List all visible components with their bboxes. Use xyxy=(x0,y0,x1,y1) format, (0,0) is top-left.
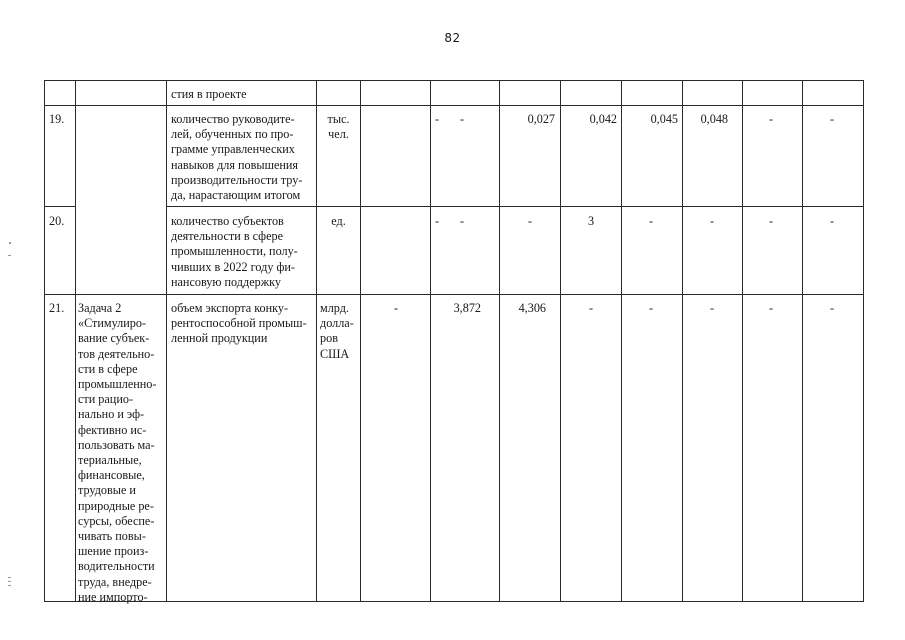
value-cell: 0,048 xyxy=(700,112,728,126)
column-divider xyxy=(44,80,45,602)
continuation-text: стия в проекте xyxy=(171,87,247,101)
page-number: 82 xyxy=(444,31,461,45)
scan-mark xyxy=(8,585,11,586)
value-cell: - xyxy=(393,301,399,315)
scan-mark xyxy=(8,255,11,256)
value-cell: - xyxy=(768,112,774,126)
task-description: Задача 2 «Стимулиро- вание субъек- тов деятельно- сти в сфере промышленно- сти рацио- нально и эф- фективно ис- пользовать ма- териальные, финансовые, трудовые и природные ре- сурсы, обеспе- чивать повы- шение произ- водительности труда, внедре- ние импорто- xyxy=(78,301,157,604)
column-divider xyxy=(166,80,167,602)
unit-of-measure: тыс. чел. xyxy=(327,112,350,142)
row-number: 20. xyxy=(49,214,65,228)
value-cell: - xyxy=(434,214,440,228)
column-divider xyxy=(863,80,864,602)
indicator-name: количество руководите- лей, обученных по про- грамме управленческих навыков для повышения производительности тру- да, нарастающим итогом xyxy=(171,112,303,203)
column-divider xyxy=(499,80,500,602)
value-cell: 0,045 xyxy=(650,112,678,126)
value-cell: - xyxy=(768,301,774,315)
indicators-table xyxy=(44,80,864,602)
value-cell: - xyxy=(829,301,835,315)
column-divider xyxy=(75,80,76,602)
column-divider xyxy=(560,80,561,602)
unit-of-measure: млрд. долла- ров США xyxy=(320,301,354,361)
value-cell: - xyxy=(527,214,533,228)
indicator-name: количество субъектов деятельности в сфере промышленности, полу- чивших в 2022 году фи- нансовую поддержку xyxy=(171,214,298,289)
value-cell: - xyxy=(829,112,835,126)
unit-of-measure: ед. xyxy=(331,214,346,228)
value-cell: - xyxy=(434,112,440,126)
scan-mark xyxy=(8,577,11,578)
row-divider xyxy=(166,206,864,207)
value-cell: - xyxy=(588,301,594,315)
row-divider xyxy=(75,105,864,106)
table-border-bottom xyxy=(44,601,864,602)
value-cell: - xyxy=(768,214,774,228)
column-divider xyxy=(430,80,431,602)
row-divider xyxy=(44,206,75,207)
value-cell: - xyxy=(709,301,715,315)
value-cell: 4,306 xyxy=(518,301,546,315)
row-divider xyxy=(44,105,75,106)
table-border-top xyxy=(44,80,864,81)
value-cell: - xyxy=(648,301,654,315)
value-cell: 3 xyxy=(587,214,595,228)
indicator-name: объем экспорта конку- рентоспособной промыш- ленной продукции xyxy=(171,301,307,346)
column-divider xyxy=(742,80,743,602)
row-divider xyxy=(44,294,864,295)
value-cell: 3,872 xyxy=(453,301,481,315)
column-divider xyxy=(682,80,683,602)
value-cell: - xyxy=(648,214,654,228)
row-number: 21. xyxy=(49,301,65,315)
value-cell: - xyxy=(709,214,715,228)
row-number: 19. xyxy=(49,112,65,126)
column-divider xyxy=(621,80,622,602)
value-cell: - xyxy=(829,214,835,228)
scan-mark xyxy=(8,581,11,582)
value-cell: 0,042 xyxy=(589,112,617,126)
value-cell: - xyxy=(459,214,465,228)
column-divider xyxy=(802,80,803,602)
value-cell: 0,027 xyxy=(527,112,555,126)
column-divider xyxy=(360,80,361,602)
scan-mark xyxy=(9,242,11,244)
value-cell: - xyxy=(459,112,465,126)
